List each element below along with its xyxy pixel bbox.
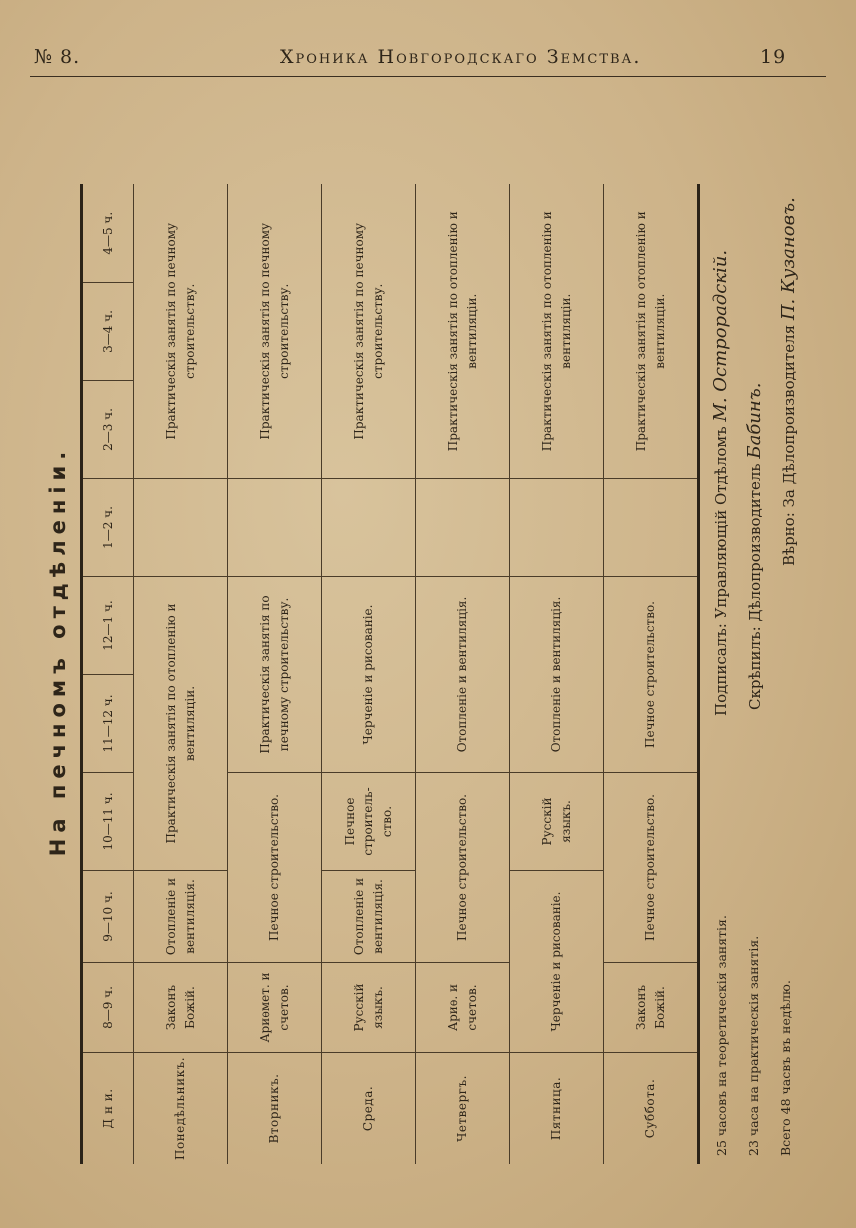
table-cell	[228, 478, 322, 576]
table-row	[604, 184, 699, 1164]
table-cell: Практическія занятія по печному строительству.	[228, 576, 322, 772]
day-cell: Пятница.	[510, 1052, 604, 1164]
column-header: 2—3 ч.	[82, 380, 134, 478]
table-cell: Практическія занятія по отопленію и вентиляціи.	[416, 184, 510, 478]
column-header: 9—10 ч.	[82, 870, 134, 962]
table-cell: Русскій языкъ.	[510, 772, 604, 870]
table-cell: Практическія занятія по печному строительству.	[134, 184, 228, 478]
table-cell: Русскій языкъ.	[322, 962, 416, 1052]
signature-verified	[778, 197, 799, 566]
column-header: 11—12 ч.	[82, 674, 134, 772]
table-row	[416, 184, 510, 1164]
column-header: 3—4 ч.	[82, 282, 134, 380]
table-cell	[604, 478, 699, 576]
day-cell: Вторникъ.	[228, 1052, 322, 1164]
table-cell	[510, 478, 604, 576]
table-cell: Практическія занятія по отопленію и вентиляціи.	[134, 576, 228, 870]
table-cell: Практическія занятія по печному строительству.	[322, 184, 416, 478]
signature-signed	[710, 250, 731, 716]
signed-label: Подписалъ: Управляющій Отдѣломъ	[712, 426, 730, 716]
table-cell	[322, 478, 416, 576]
table-row	[134, 184, 228, 1164]
rotated-schedule-block	[44, 146, 804, 1186]
table-cell: Законъ Божій.	[134, 962, 228, 1052]
table-cell: Черченіе и рисованіе.	[322, 576, 416, 772]
day-cell: Среда.	[322, 1052, 416, 1164]
table-cell	[134, 478, 228, 576]
column-header: 12—1 ч.	[82, 576, 134, 674]
table-cell: Печное строитель-ство.	[322, 772, 416, 870]
table-cell: Отопленіе и вентиляція.	[134, 870, 228, 962]
table-cell	[416, 478, 510, 576]
journal-title: Хроника Новгородскаго Земства.	[280, 46, 642, 68]
column-header: 4—5 ч.	[82, 184, 134, 282]
day-cell: Суббота.	[604, 1052, 699, 1164]
table-cell: Печное строительство.	[228, 772, 322, 962]
page-number: 19	[760, 46, 787, 68]
issue-number: № 8.	[34, 46, 81, 68]
table-cell: Практическія занятія по отопленію и вентиляціи.	[510, 184, 604, 478]
schedule-heading: На печномъ отдѣленіи.	[46, 445, 70, 857]
table-cell: Отопленіе и вентиляція.	[416, 576, 510, 772]
column-header: 10—11 ч.	[82, 772, 134, 870]
header-rule	[30, 76, 826, 77]
table-cell: Ариѳмет. и счетов.	[228, 962, 322, 1052]
table-row	[228, 184, 322, 1164]
table-cell: Печное строительство.	[604, 576, 699, 772]
day-cell: Понедѣльникъ.	[134, 1052, 228, 1164]
hours-note-theory: 25 часовъ на теоретическія занятія.	[714, 915, 729, 1156]
verified-name: П. Кузановъ.	[778, 197, 799, 321]
table-cell: Ариѳ. и счетов.	[416, 962, 510, 1052]
column-header: 8—9 ч.	[82, 962, 134, 1052]
column-header: 1—2 ч.	[82, 478, 134, 576]
hours-note-practice: 23 часа на практическія занятія.	[746, 935, 761, 1156]
schedule-table	[80, 184, 700, 1164]
table-cell: Практическія занятія по печному строительству.	[228, 184, 322, 478]
verified-label: Вѣрно: За Дѣлопроизводителя	[780, 324, 798, 566]
table-row	[510, 184, 604, 1164]
countersigned-name: Бабинъ.	[744, 382, 765, 459]
table-cell: Печное строительство.	[604, 772, 699, 962]
table-cell: Законъ Божій.	[604, 962, 699, 1052]
signature-countersigned	[744, 383, 765, 710]
hours-note-total: Всего 48 часвъ въ недѣлю.	[778, 980, 793, 1156]
table-cell: Практическія занятія по отопленію и вентиляціи.	[604, 184, 699, 478]
table-cell: Отопленіе и вентиляція.	[510, 576, 604, 772]
table-cell: Черченіе и рисованіе.	[510, 870, 604, 1052]
table-cell: Отопленіе и вентиляція.	[322, 870, 416, 962]
signed-name: М. Острорадскій.	[710, 249, 731, 422]
table-cell: Печное строительство.	[416, 772, 510, 962]
table-row	[322, 184, 416, 1164]
column-header-days: Д н и.	[82, 1052, 134, 1164]
day-cell: Четвергъ.	[416, 1052, 510, 1164]
countersigned-label: Скрѣпилъ: Дѣлопроизводитель	[746, 463, 764, 710]
header-row	[82, 184, 134, 1164]
